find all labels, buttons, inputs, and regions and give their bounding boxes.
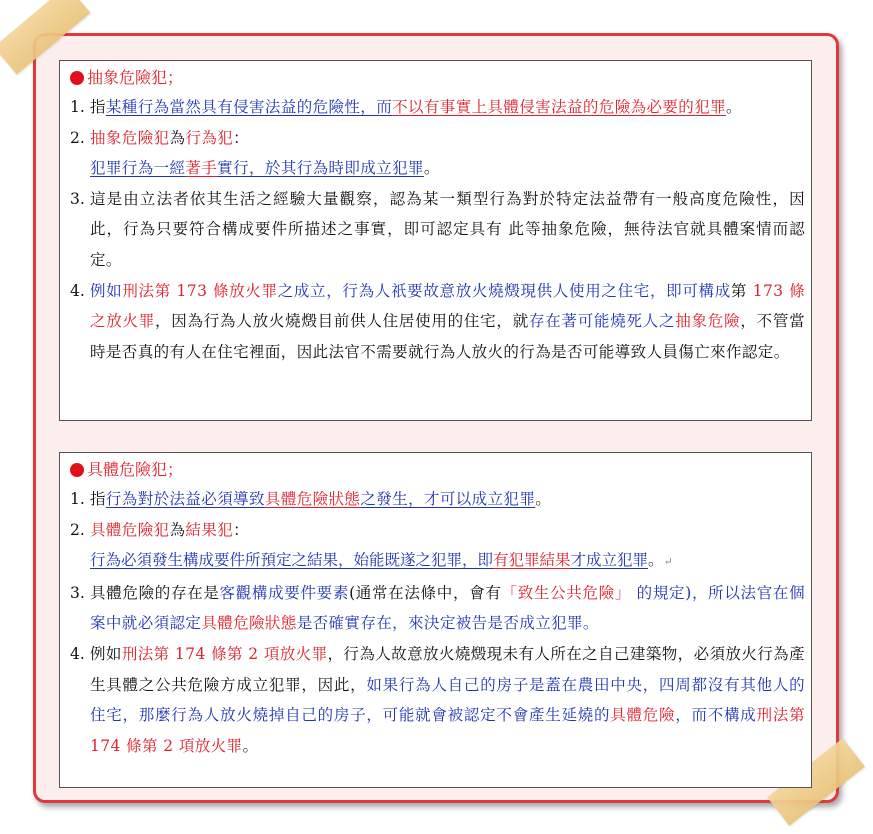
- text-run: 第: [730, 281, 748, 300]
- text-run: 。: [648, 551, 664, 570]
- text-run: 結果犯: [185, 520, 234, 539]
- panel-title-text: 抽象危險犯；: [87, 68, 184, 87]
- item-number: 2.: [70, 128, 85, 147]
- item-number: 2.: [70, 520, 85, 539]
- text-run: 。: [242, 736, 259, 755]
- text-run: 是否確實存在，來決定被告是否成立犯罪。: [296, 614, 599, 633]
- text-run: 抽象危險: [675, 312, 741, 331]
- abstract-danger-panel: [59, 60, 812, 421]
- text-run: 具體危險狀態: [264, 490, 361, 508]
- text-run: 「致生公共危險」: [501, 583, 632, 602]
- red-bullet-icon: [70, 71, 84, 85]
- text-run: 才成立犯罪: [570, 551, 649, 570]
- text-run: 具體危險狀態: [201, 614, 297, 633]
- text-run: 行為犯: [185, 128, 234, 147]
- list-item: [70, 484, 805, 515]
- text-run: 某種行為當然具有侵害法益的危險性，而: [105, 98, 393, 116]
- text-run: 如果行為人自己的房子是蓋在農田中央，四周都沒有其他人的住宅，那麼行為人放火燒掉自己的房子，可能就會被認定不會產生延燒的: [90, 675, 805, 725]
- list-item: [70, 92, 805, 123]
- text-run: 的規定)，所以法官在個案中就必須認定: [90, 583, 806, 633]
- item-number: 1.: [70, 98, 85, 116]
- text-run: 具體危險犯: [90, 520, 170, 539]
- panel-title: [70, 67, 805, 89]
- text-run: 。: [423, 159, 440, 178]
- text-run: 實行，於其行為時即成立犯罪: [217, 159, 424, 178]
- text-run: 存在著可能燒死人之: [528, 312, 676, 331]
- text-run: 具體危險: [610, 706, 676, 725]
- text-run: ，而不構成: [675, 706, 757, 725]
- red-bullet-icon: [70, 463, 84, 477]
- text-run: 指: [90, 98, 106, 116]
- text-run: ，行為人故意放火燒燬現未有人所在之自己建築物，必須放火行為產生具體之公共危險方成立犯罪，因此，: [90, 644, 805, 694]
- item-text: 這是由立法者依其生活之經驗大量觀察，認為某一類型行為對於特定法益帶有一般高度危險性，因此，行為只要符合構成要件所描述之事實，即可認定具有 此等抽象危險，無待法官就具體案情而認定。: [90, 189, 805, 269]
- text-run: 173 條之放火罪: [90, 281, 805, 331]
- text-run: ，因為行為人放火燒燬目前供人住居使用的住宅，就: [155, 312, 529, 331]
- text-run: 指: [90, 490, 106, 508]
- text-run: 之成立，行為人祇要故意放火燒燬現供人使用之住宅，即可構成: [277, 281, 731, 300]
- list-item: [70, 578, 805, 639]
- text-run: 抽象危險犯: [90, 128, 170, 147]
- paragraph-mark-icon: ↵: [663, 555, 673, 569]
- text-run: 為: [169, 520, 186, 539]
- item-text: [90, 515, 805, 578]
- text-run: ：: [233, 128, 250, 147]
- text-run: 例如: [90, 644, 122, 663]
- text-run: 客觀構成要件要素: [219, 583, 350, 602]
- text-run: 行為對於法益必須導致: [105, 490, 265, 508]
- concrete-danger-panel: [59, 452, 812, 788]
- text-run: ，不管當時是否真的有人在住宅裡面，因此法官不需要就行為人放火的行為是否可能導致人員傷亡來作認定。: [90, 312, 805, 361]
- text-run: 。: [535, 490, 552, 508]
- text-run: ：: [233, 520, 250, 539]
- text-run: 不以有事實上具體侵害法益的危險為必要的犯罪: [392, 98, 727, 116]
- text-run: 為: [169, 128, 186, 147]
- list-item: [70, 184, 805, 276]
- item-text: [90, 578, 805, 639]
- text-run: 刑法第 174 條第 2 項放火罪: [121, 644, 328, 663]
- item-number: 3.: [70, 189, 85, 208]
- text-run: 例如: [90, 281, 123, 300]
- text-run: 刑法第 174 條第 2 項放火罪: [90, 706, 805, 755]
- panel-title: [70, 459, 805, 481]
- list-item: [70, 515, 805, 578]
- item-number: 4.: [70, 281, 85, 300]
- item-text: [90, 123, 805, 184]
- item-number: 1.: [70, 490, 85, 508]
- item-text: [90, 92, 805, 123]
- text-run: (通常在法條中，會有: [349, 583, 502, 602]
- text-run: 刑法第 173 條放火罪: [122, 281, 278, 300]
- panel-title-text: 具體危險犯；: [87, 460, 184, 479]
- item-text: [90, 484, 805, 515]
- list-item: [70, 276, 805, 368]
- text-run: 有犯罪結果: [493, 551, 571, 570]
- list-item: [70, 123, 805, 184]
- item-number: 3.: [70, 583, 85, 602]
- text-run: 行為必須發生構成要件所預定之結果，始能既遂之犯罪，即: [90, 551, 494, 570]
- item-text: [90, 276, 805, 368]
- text-run: 。: [726, 98, 742, 116]
- text-run: 犯罪行為一經: [90, 159, 186, 178]
- text-run: 著手: [185, 159, 218, 178]
- item-number: 4.: [70, 644, 85, 663]
- item-text: [90, 639, 805, 761]
- text-run: 之發生，才可以成立犯罪: [360, 490, 536, 508]
- text-run: 具體危險的存在是: [90, 583, 220, 602]
- list-item: [70, 639, 805, 761]
